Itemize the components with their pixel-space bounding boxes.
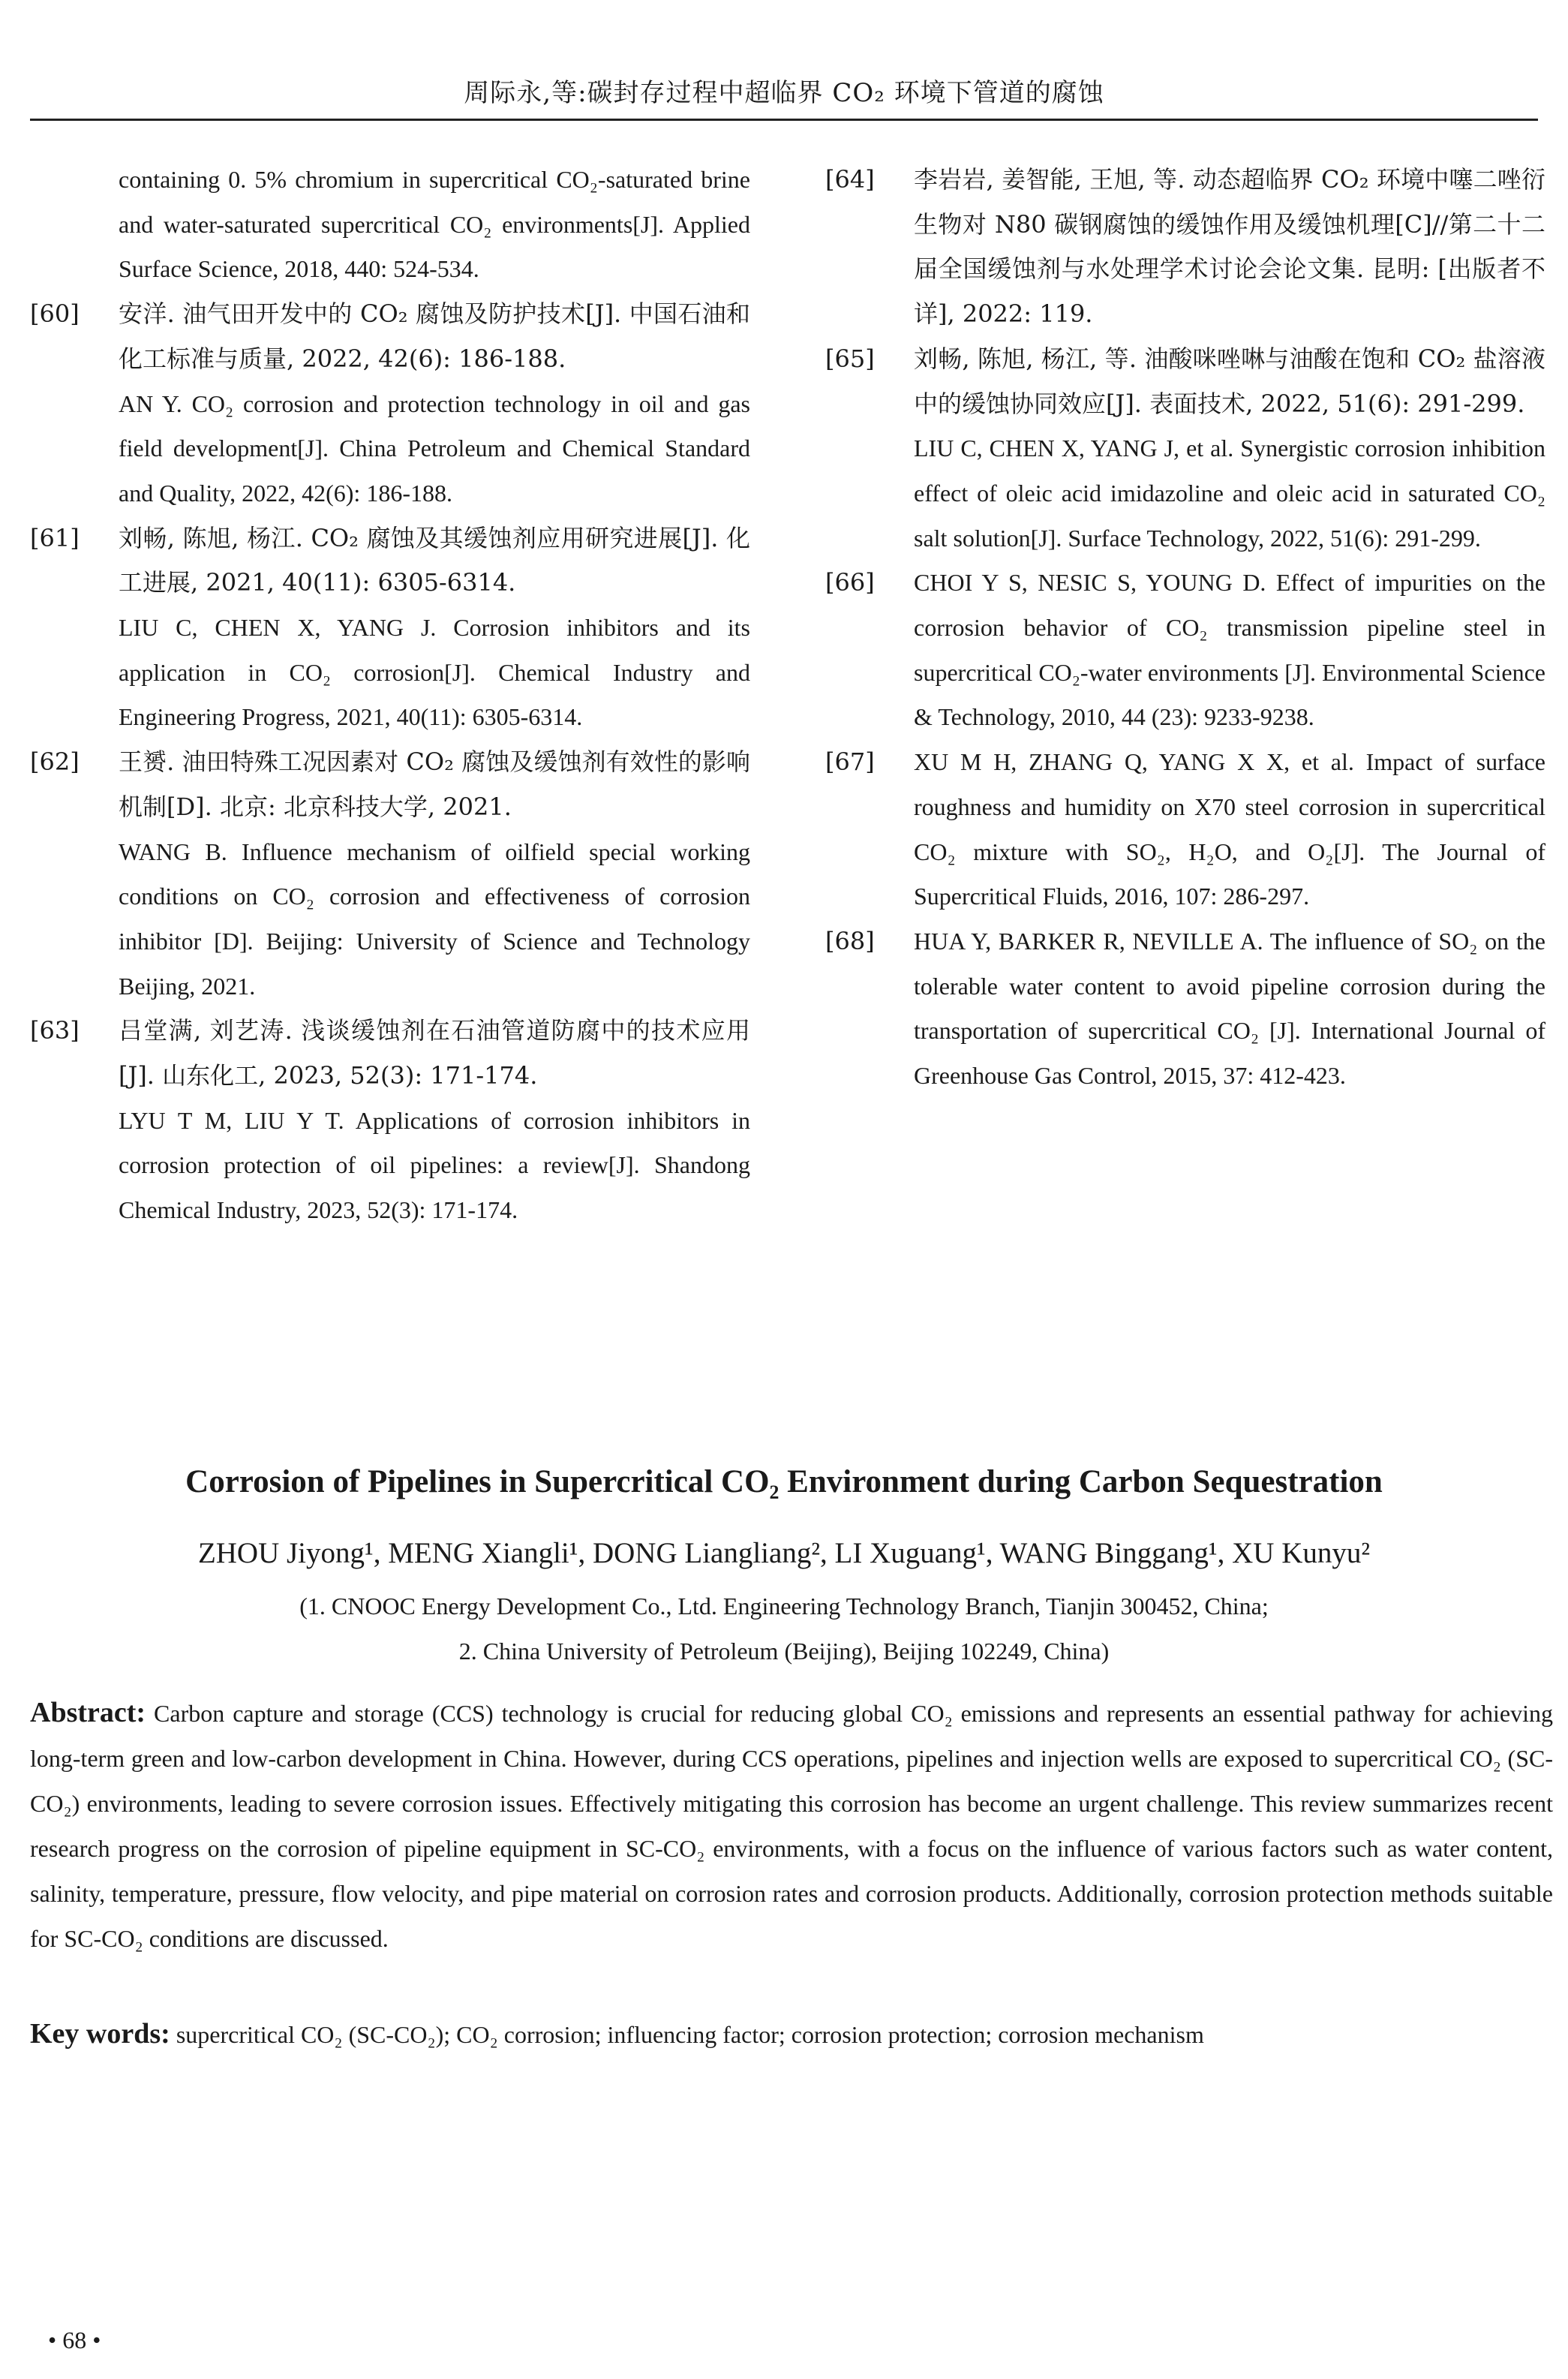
affiliation-1: (1. CNOOC Energy Development Co., Ltd. Engineering Technology Branch, Tianjin 300452, China; xyxy=(299,1593,1269,1620)
reference-number: [66] xyxy=(825,568,875,597)
reference-text-en: containing 0. 5% chromium in supercritical CO₂-saturated brine and water-saturated supercritical CO₂ environments[J]. Applied Surface Science, 2018, 440: 524-534. xyxy=(119,166,750,283)
reference-text-cn: 刘畅, 陈旭, 杨江, 等. 油酸咪唑啉与油酸在饱和 CO₂ 盐溶液中的缓蚀协同效应[J]. 表面技术, 2022, 51(6): 291-299. xyxy=(914,344,1545,418)
reference-60 xyxy=(30,292,750,516)
reference-63 xyxy=(30,1009,750,1233)
abstract-label: Abstract: xyxy=(30,1697,146,1728)
author-list: ZHOU Jiyong¹, MENG Xiangli¹, DONG Liangliang², LI Xuguang¹, WANG Binggang¹, XU Kunyu² xyxy=(197,1537,1371,1569)
reference-number: [63] xyxy=(30,1016,80,1045)
keywords xyxy=(30,2011,1553,2057)
reference-number: [61] xyxy=(30,523,80,552)
references-right-column xyxy=(825,158,1545,1099)
reference-text-cn: 吕堂满, 刘艺涛. 浅谈缓蚀剂在石油管道防腐中的技术应用[J]. 山东化工, 2023, 52(3): 171-174. xyxy=(119,1016,750,1090)
reference-number: [62] xyxy=(30,747,80,777)
reference-text-cn: 安洋. 油气田开发中的 CO₂ 腐蚀及防护技术[J]. 中国石油和化工标准与质量, 2022, 42(6): 186-188. xyxy=(119,299,750,373)
reference-61 xyxy=(30,516,750,741)
reference-number: [60] xyxy=(30,299,80,329)
running-header: 周际永,等:碳封存过程中超临界 CO₂ 环境下管道的腐蚀 xyxy=(464,78,1104,108)
reference-62 xyxy=(30,740,750,1009)
reference-number: [67] xyxy=(825,747,875,777)
reference-59-continuation xyxy=(30,158,750,292)
reference-text-en: LIU C, CHEN X, YANG J. Corrosion inhibitors and its application in CO₂ corrosion[J]. Chemical Industry and Engineering Progress, 2021, 40(11): 6305-6314. xyxy=(119,614,750,731)
reference-number: [64] xyxy=(825,165,875,194)
abstract-text: Carbon capture and storage (CCS) technology is crucial for reducing global CO₂ emissions and represents an essential pathway for achieving long-term green and low-carbon development in China. However, during CCS operations, pipelines and injection wells are exposed to supercritical CO₂ (SC-CO₂) environments, leading to severe corrosion issues. Effectively mitigating this corrosion has become an urgent challenge. This review summarizes recent research progress on the corrosion of pipeline equipment in SC-CO₂ environments, with a focus on the influence of various factors such as water content, salinity, temperature, pressure, flow velocity, and pipe material on corrosion rates and corrosion products. Additionally, corrosion protection methods suitable for SC-CO₂ conditions are discussed. xyxy=(30,1700,1554,1952)
paper-title: Corrosion of Pipelines in Supercritical CO₂ Environment during Carbon Sequestration xyxy=(185,1464,1383,1499)
abstract xyxy=(30,1690,1553,1961)
reference-65 xyxy=(825,337,1545,561)
affiliation-2: 2. China University of Petroleum (Beijing), Beijing 102249, China) xyxy=(458,1638,1110,1665)
reference-68 xyxy=(825,919,1545,1099)
reference-67 xyxy=(825,740,1545,919)
reference-66 xyxy=(825,561,1545,740)
reference-text-en: WANG B. Influence mechanism of oilfield special working conditions on CO₂ corrosion and effectiveness of corrosion inhibitor [D]. Beijing: University of Science and Technology Beijing, 2021. xyxy=(119,838,750,1000)
reference-64 xyxy=(825,158,1545,337)
page-number: • 68 • xyxy=(48,2326,101,2353)
keywords-label: Key words: xyxy=(30,2018,170,2050)
keywords-text: supercritical CO₂ (SC-CO₂); CO₂ corrosion; influencing factor; corrosion protection; corrosion mechanism xyxy=(176,2021,1204,2048)
reference-text-en: CHOI Y S, NESIC S, YOUNG D. Effect of impurities on the corrosion behavior of CO₂ transmission pipeline steel in supercritical CO₂-water environments [J]. Environmental Science & Technology, 2010, 44 (23): 9233-9238. xyxy=(914,569,1545,731)
reference-text-cn: 李岩岩, 姜智能, 王旭, 等. 动态超临界 CO₂ 环境中噻二唑衍生物对 N80 碳钢腐蚀的缓蚀作用及缓蚀机理[C]//第二十二届全国缓蚀剂与水处理学术讨论会论文集. 昆明: [出版者不详], 2022: 119. xyxy=(914,165,1545,329)
reference-text-en: AN Y. CO₂ corrosion and protection technology in oil and gas field development[J]. China Petroleum and Chemical Standard and Quality, 2022, 42(6): 186-188. xyxy=(119,389,750,507)
reference-text-en: HUA Y, BARKER R, NEVILLE A. The influence of SO₂ on the tolerable water content to avoid pipeline corrosion during the transportation of supercritical CO₂ [J]. International Journal of Greenhouse Gas Control, 2015, 37: 412-423. xyxy=(914,927,1545,1090)
reference-text-cn: 刘畅, 陈旭, 杨江. CO₂ 腐蚀及其缓蚀剂应用研究进展[J]. 化工进展, 2021, 40(11): 6305-6314. xyxy=(119,523,750,597)
reference-number: [68] xyxy=(825,926,875,955)
reference-text-en: XU M H, ZHANG Q, YANG X X, et al. Impact of surface roughness and humidity on X70 steel corrosion in supercritical CO₂ mixture with SO₂, H₂O, and O₂[J]. The Journal of Supercritical Fluids, 2016, 107: 286-297. xyxy=(914,748,1545,910)
references-left-column xyxy=(30,158,750,1233)
reference-text-cn: 王赟. 油田特殊工况因素对 CO₂ 腐蚀及缓蚀剂有效性的影响机制[D]. 北京: 北京科技大学, 2021. xyxy=(119,747,750,821)
header-rule xyxy=(30,119,1538,121)
reference-number: [65] xyxy=(825,344,875,373)
reference-text-en: LYU T M, LIU Y T. Applications of corrosion inhibitors in corrosion protection of oil pipelines: a review[J]. Shandong Chemical Industry, 2023, 52(3): 171-174. xyxy=(119,1106,750,1224)
reference-text-en: LIU C, CHEN X, YANG J, et al. Synergistic corrosion inhibition effect of oleic acid imidazoline and oleic acid in saturated CO₂ salt solution[J]. Surface Technology, 2022, 51(6): 291-299. xyxy=(914,435,1545,552)
